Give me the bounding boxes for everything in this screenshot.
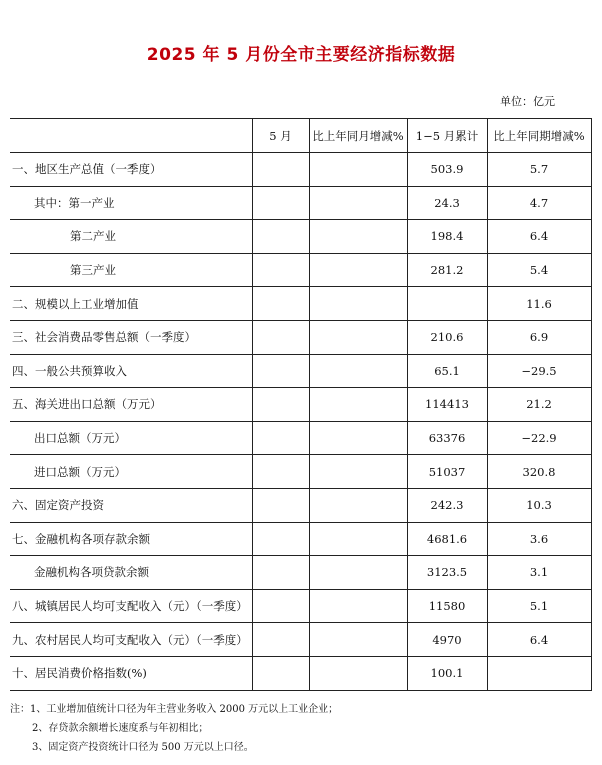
row-label: 第三产业 [10, 253, 252, 287]
cumulative-yoy: 4.7 [487, 186, 591, 220]
may-yoy [309, 522, 407, 556]
table-row [10, 287, 591, 321]
row-label: 六、固定资产投资 [10, 488, 252, 522]
table-row [10, 455, 591, 489]
may-value [252, 455, 309, 489]
footnotes [10, 700, 338, 757]
may-yoy [309, 623, 407, 657]
cumulative-value: 100.1 [407, 656, 487, 690]
may-value [252, 186, 309, 220]
table-row [10, 656, 591, 690]
cumulative-value: 4681.6 [407, 522, 487, 556]
cumulative-value: 51037 [407, 455, 487, 489]
header-cumulative-yoy: 比上年同期增减% [487, 119, 591, 153]
table-row [10, 320, 591, 354]
cumulative-value: 3123.5 [407, 556, 487, 590]
footnote-2: 2、存贷款余额增长速度系与年初相比； [32, 723, 209, 734]
table-row [10, 354, 591, 388]
cumulative-value: 210.6 [407, 320, 487, 354]
row-label: 二、规模以上工业增加值 [10, 287, 252, 321]
row-label: 十、居民消费价格指数(%) [10, 656, 252, 690]
unit-label: 单位：亿元 [500, 95, 555, 108]
row-label: 一、地区生产总值（一季度） [10, 153, 252, 187]
cumulative-value: 4970 [407, 623, 487, 657]
may-yoy [309, 186, 407, 220]
table-row [10, 388, 591, 422]
may-yoy [309, 253, 407, 287]
cumulative-value: 503.9 [407, 153, 487, 187]
row-label: 七、金融机构各项存款余额 [10, 522, 252, 556]
cumulative-yoy: 6.4 [487, 220, 591, 254]
cumulative-yoy: 3.1 [487, 556, 591, 590]
may-value [252, 623, 309, 657]
may-yoy [309, 220, 407, 254]
footnote-3: 3、固定资产投资统计口径为 500 万元以上口径。 [32, 742, 254, 753]
cumulative-value: 24.3 [407, 186, 487, 220]
cumulative-yoy: 6.4 [487, 623, 591, 657]
row-label: 第二产业 [10, 220, 252, 254]
may-yoy [309, 421, 407, 455]
page-title: 2025 年 5 月份全市主要经济指标数据 [146, 45, 456, 65]
row-label: 其中：第一产业 [10, 186, 252, 220]
cumulative-value [407, 287, 487, 321]
cumulative-value: 281.2 [407, 253, 487, 287]
table-row [10, 421, 591, 455]
header-may: 5 月 [252, 119, 309, 153]
cumulative-yoy [487, 656, 591, 690]
table-row [10, 522, 591, 556]
row-label: 三、社会消费品零售总额（一季度） [10, 320, 252, 354]
may-value [252, 153, 309, 187]
may-value [252, 522, 309, 556]
may-yoy [309, 354, 407, 388]
cumulative-yoy: 5.1 [487, 589, 591, 623]
row-label: 金融机构各项贷款余额 [10, 556, 252, 590]
may-value [252, 488, 309, 522]
row-label: 出口总额（万元） [10, 421, 252, 455]
may-yoy [309, 153, 407, 187]
may-yoy [309, 287, 407, 321]
cumulative-value: 198.4 [407, 220, 487, 254]
row-label: 九、农村居民人均可支配收入（元）（一季度） [10, 623, 252, 657]
cumulative-yoy: 320.8 [487, 455, 591, 489]
table-row [10, 488, 591, 522]
table-row [10, 220, 591, 254]
row-label: 五、海关进出口总额（万元） [10, 388, 252, 422]
cumulative-yoy: 10.3 [487, 488, 591, 522]
may-value [252, 421, 309, 455]
cumulative-value: 242.3 [407, 488, 487, 522]
cumulative-yoy: 21.2 [487, 388, 591, 422]
table-header-row [10, 119, 591, 153]
cumulative-yoy: 6.9 [487, 320, 591, 354]
may-yoy [309, 589, 407, 623]
cumulative-value: 11580 [407, 589, 487, 623]
cumulative-yoy: −22.9 [487, 421, 591, 455]
may-yoy [309, 556, 407, 590]
cumulative-value: 114413 [407, 388, 487, 422]
indicator-table [10, 118, 592, 691]
header-indicator [10, 119, 252, 153]
may-value [252, 589, 309, 623]
may-yoy [309, 388, 407, 422]
may-yoy [309, 656, 407, 690]
may-yoy [309, 320, 407, 354]
row-label: 八、城镇居民人均可支配收入（元）（一季度） [10, 589, 252, 623]
may-value [252, 220, 309, 254]
cumulative-yoy: 5.4 [487, 253, 591, 287]
cumulative-value: 63376 [407, 421, 487, 455]
footnote-1: 注：1、工业增加值统计口径为年主营业务收入 2000 万元以上工业企业； [10, 704, 339, 715]
may-value [252, 253, 309, 287]
cumulative-yoy: 5.7 [487, 153, 591, 187]
row-label: 进口总额（万元） [10, 455, 252, 489]
may-value [252, 388, 309, 422]
header-cumulative: 1−5 月累计 [407, 119, 487, 153]
table-row [10, 186, 591, 220]
cumulative-yoy: 11.6 [487, 287, 591, 321]
table-row [10, 253, 591, 287]
may-value [252, 354, 309, 388]
table-row [10, 589, 591, 623]
cumulative-yoy: 3.6 [487, 522, 591, 556]
row-label: 四、一般公共预算收入 [10, 354, 252, 388]
may-yoy [309, 455, 407, 489]
may-value [252, 556, 309, 590]
may-value [252, 287, 309, 321]
table-row [10, 153, 591, 187]
table-row [10, 623, 591, 657]
header-may-yoy: 比上年同月增减% [309, 119, 407, 153]
may-value [252, 656, 309, 690]
may-yoy [309, 488, 407, 522]
table-row [10, 556, 591, 590]
cumulative-value: 65.1 [407, 354, 487, 388]
cumulative-yoy: −29.5 [487, 354, 591, 388]
may-value [252, 320, 309, 354]
